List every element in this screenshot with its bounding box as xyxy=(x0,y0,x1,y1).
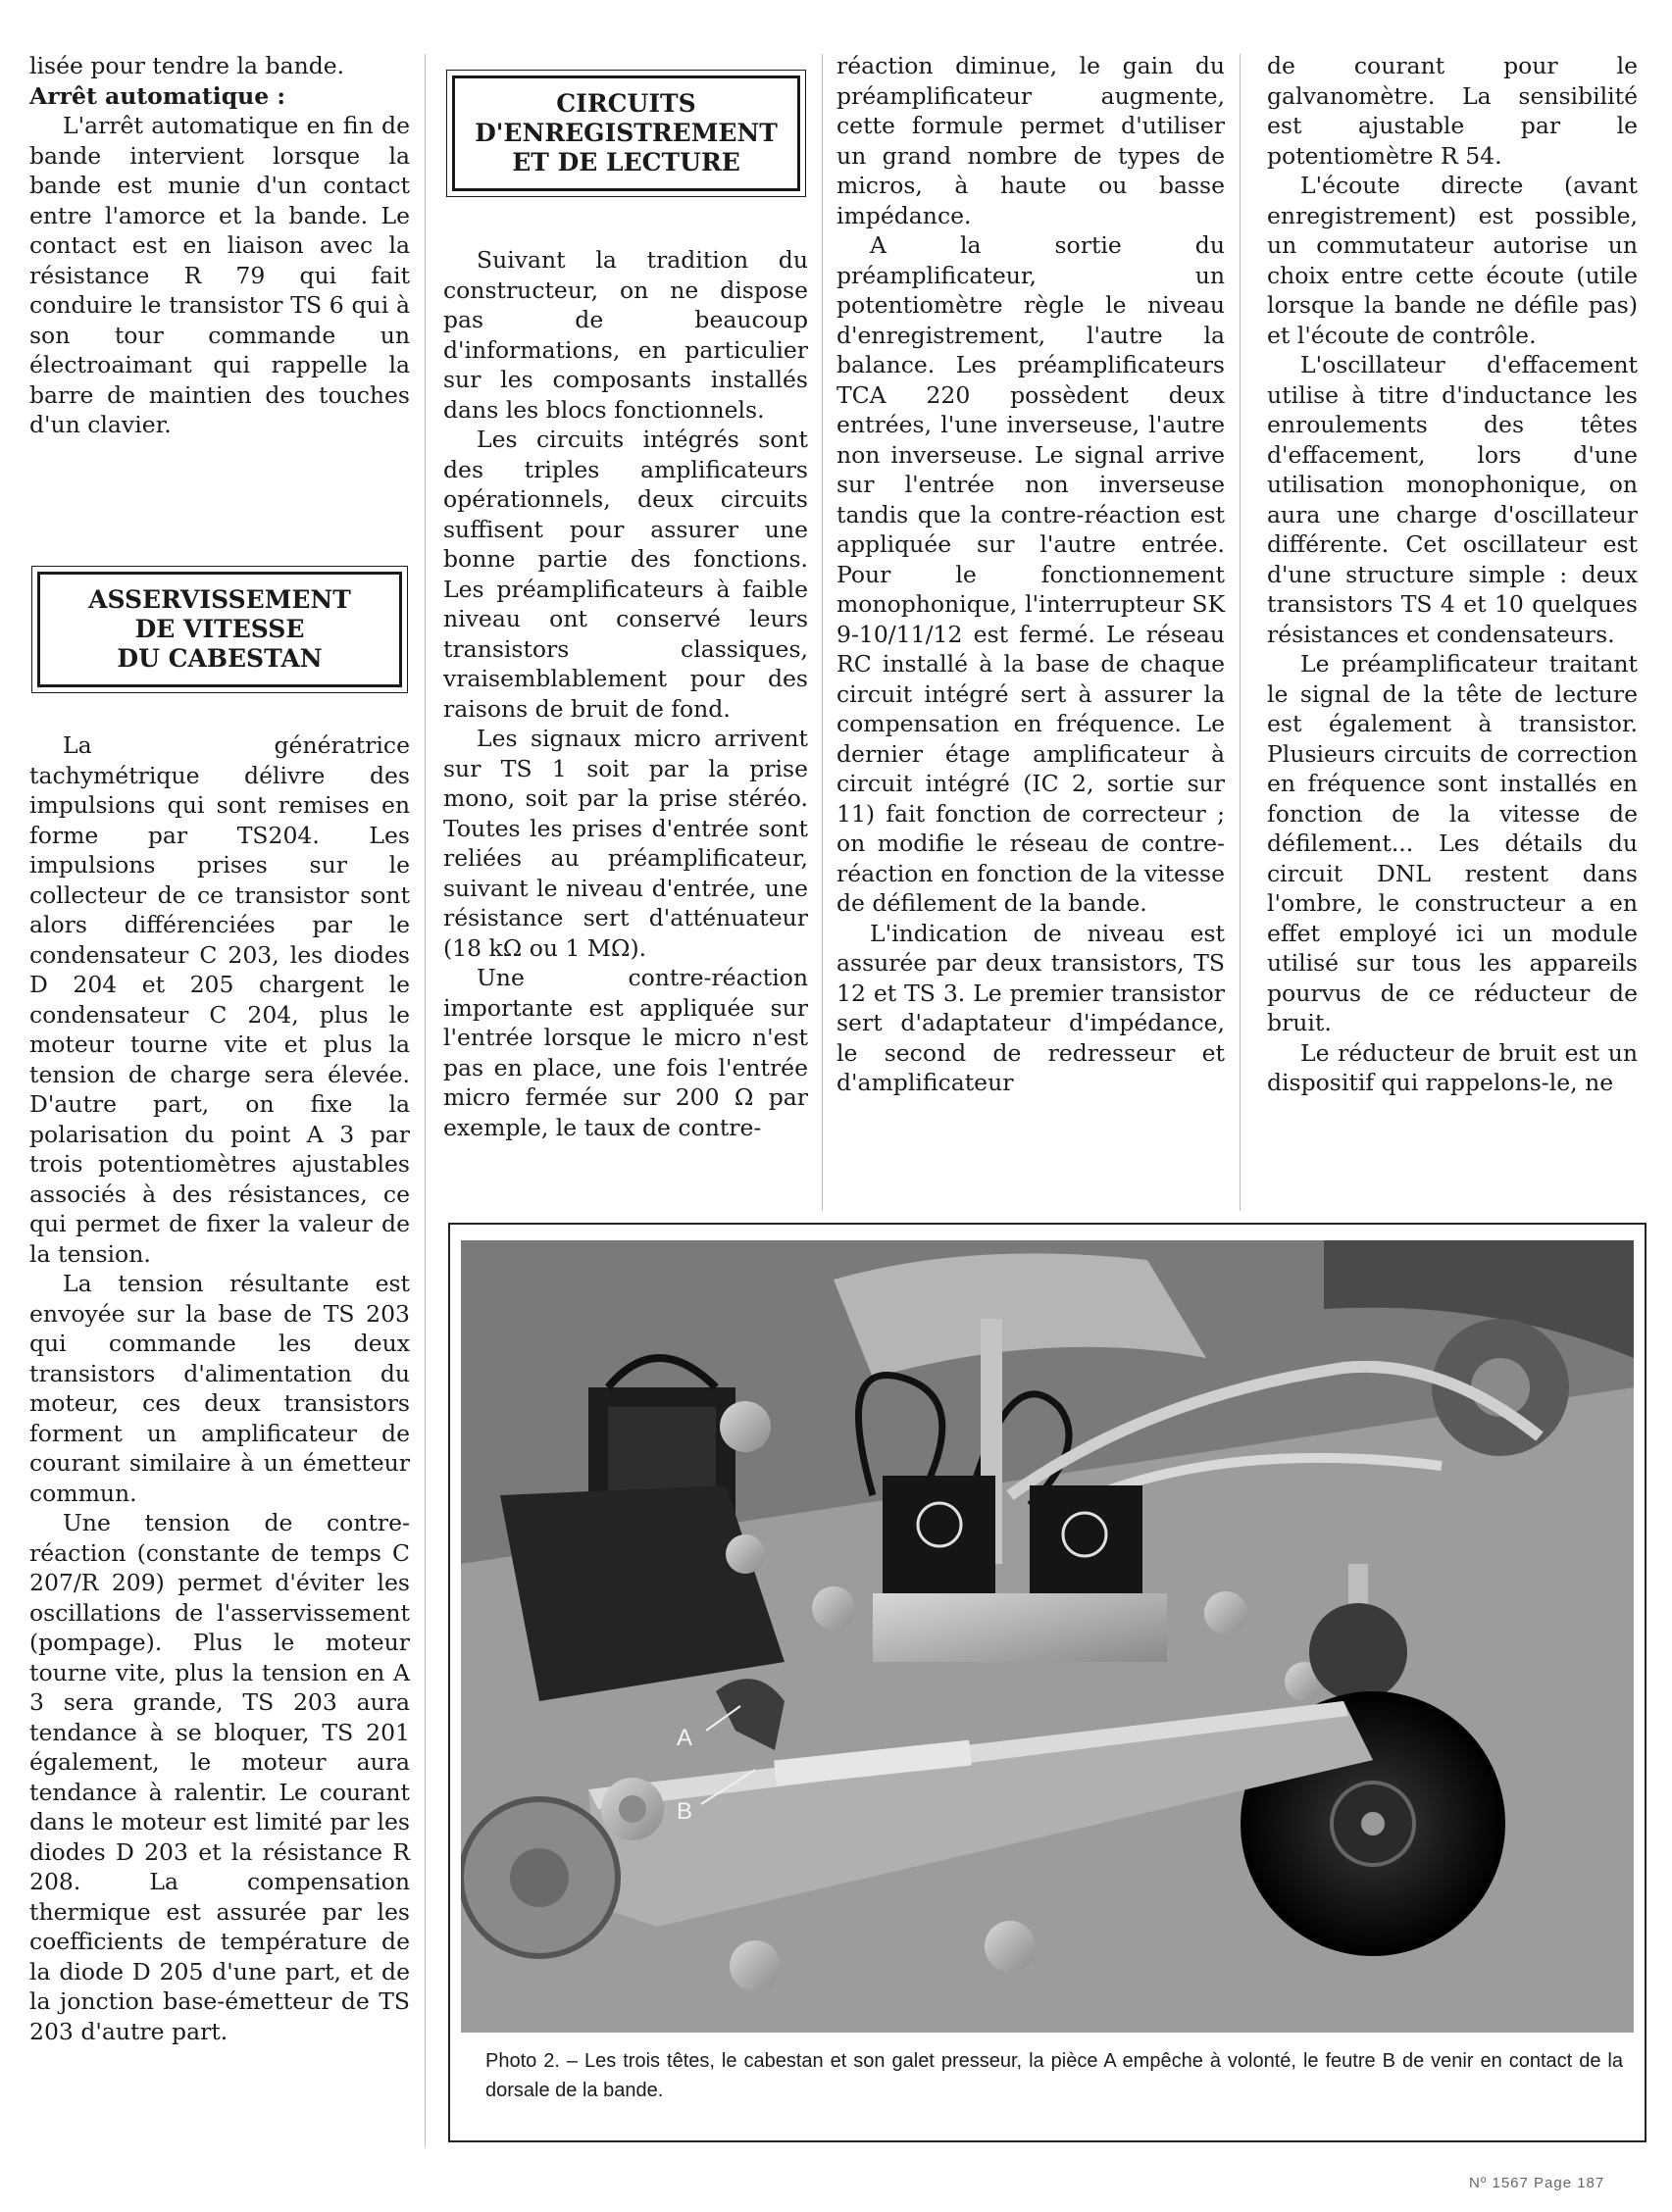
paragraph: de courant pour le galvanomètre. La sensibilité est ajustable par le potentiomètre R 54. xyxy=(1267,52,1638,170)
column-1-continued xyxy=(29,730,410,2046)
column-4 xyxy=(1267,51,1638,1098)
photo-illustration xyxy=(461,1240,1634,2033)
paragraph: L'écoute directe (avant enregistrement) est possible, un commutateur autorise un choix entre cette écoute (utile lorsque la bande ne défile pas) et l'écoute de contrôle. xyxy=(1267,172,1638,349)
photo-caption: Photo 2. – Les trois têtes, le cabestan et son galet presseur, la pièce A empêche à volonté, le feutre B de venir en contact de la dorsale de la bande. xyxy=(485,2050,1623,2101)
column-1 xyxy=(29,51,410,440)
box-line: D'ENREGISTREMENT xyxy=(475,119,778,147)
column-rule xyxy=(822,54,823,1211)
paragraph: Suivant la tradition du constructeur, on ne dispose pas de beaucoup d'informations, en particulier sur les composants installés dans les blocs fonctionnels. xyxy=(443,246,808,424)
paragraph: Les circuits intégrés sont des triples amplificateurs opérationnels, deux circuits suffisent pour assurer une bonne partie des fonctions. Les préamplificateurs à faible niveau ont conservé leurs transistors classiques, vraisemblablement pour des raisons de bruit de fond. xyxy=(443,426,808,723)
section-box-circuits xyxy=(452,75,800,191)
paragraph: L'oscillateur d'effacement utilise à titre d'inductance les enroulements des têtes d'effacement, lors d'une utilisation monophonique, on aura une charge d'oscillateur différente. Cet oscillateur est d'une structure simple : deux transistors TS 4 et 10 quelques résistances et condensateurs. xyxy=(1267,351,1638,648)
paragraph: L'indication de niveau est assurée par deux transistors, TS 12 et TS 3. Le premier transistor sert d'adaptateur d'impédance, le second de redresseur et d'amplificateur xyxy=(836,919,1225,1096)
photo-label-a: A xyxy=(677,1725,693,1751)
paragraph: lisée pour tendre la bande. xyxy=(29,52,345,79)
column-rule xyxy=(425,54,426,2147)
photo-label-b: B xyxy=(677,1798,693,1825)
column-3 xyxy=(836,51,1225,1098)
box-line: CIRCUITS xyxy=(556,89,696,118)
box-line: ASSERVISSEMENT xyxy=(88,585,351,614)
paragraph: Le réducteur de bruit est un dispositif qui rappelons-le, ne xyxy=(1267,1038,1638,1096)
column-2 xyxy=(443,245,808,1142)
paragraph: La génératrice tachymétrique délivre des impulsions qui sont remises en forme par TS204. Les impulsions prises sur le collecteur de ce transistor sont alors différenciées par le condensateur C 203, les diodes D 204 et 205 chargent le condensateur C 204, plus le moteur tourne vite et plus la tension de charge sera élevée. D'autre part, on fixe la polarisation du point A 3 par trois potentiomètres ajustables associés à des résistances, ce qui permet de fixer la valeur de la tension. xyxy=(29,731,410,1268)
section-heading: Arrêt automatique : xyxy=(29,81,286,110)
paragraph: La tension résultante est envoyée sur la base de TS 203 qui commande les deux transistors d'alimentation du moteur, ces deux transistors forment un amplificateur de courant similaire à un émetteur commun. xyxy=(29,1270,410,1507)
paragraph: Une contre-réaction importante est appliquée sur l'entrée lorsque le micro n'est pas en place, une fois l'entrée micro fermée sur 200 Ω par exemple, le taux de contre- xyxy=(443,964,808,1141)
box-line: DE VITESSE xyxy=(134,615,305,643)
paragraph: Une tension de contre-réaction (constante de temps C 207/R 209) permet d'éviter les oscillations de l'asservissement (pompage). Plus le moteur tourne vite, plus la tension en A 3 sera grande, TS 203 aura tendance à se bloquer, TS 201 également, le moteur aura tendance à ralentir. Le courant dans le moteur est limité par les diodes D 203 et la résistance R 208. La compensation thermique est assurée par les coefficients de température de la diode D 205 d'une part, et de la jonction base-émetteur de TS 203 d'autre part. xyxy=(29,1509,410,2045)
page-footer: Nº 1567 Page 187 xyxy=(1469,2175,1605,2191)
paragraph: A la sortie du préamplificateur, un potentiomètre règle le niveau d'enregistrement, l'autre la balance. Les préamplificateurs TCA 220 possèdent deux entrées, l'une inverseuse, l'autre non inverseuse. Le signal arrive sur l'entrée non inverseuse tandis que la contre-réaction est appliquée sur l'autre entrée. Pour le fonctionnement monophonique, l'interrupteur SK 9-10/11/12 est fermé. Le réseau RC installé à la base de chaque circuit intégré sert à assurer la compensation en fréquence. Le dernier étage amplificateur à circuit intégré (IC 2, sortie sur 11) fait fonction de correcteur ; on modifie le réseau de contre-réaction en fonction de la vitesse de défilement de la bande. xyxy=(836,231,1225,917)
box-line: DU CABESTAN xyxy=(117,644,323,673)
paragraph: L'arrêt automatique en fin de bande intervient lorsque la bande est munie d'un contact entre l'amorce et la bande. Le contact est en liaison avec la résistance R 79 qui fait conduire le transistor TS 6 qui à son tour commande un électroaimant qui rappelle la barre de maintien des touches d'un clavier. xyxy=(29,112,410,438)
column-rule xyxy=(1240,54,1241,1211)
paragraph: Les signaux micro arrivent sur TS 1 soit par la prise mono, soit par la prise stéréo. Toutes les prises d'entrée sont reliées au préamplificateur, suivant le niveau d'entrée, une résistance sert d'atténuateur (18 kΩ ou 1 MΩ). xyxy=(443,725,808,962)
paragraph: réaction diminue, le gain du préamplificateur augmente, cette formule permet d'utiliser un grand nombre de types de micros, à haute ou basse impédance. xyxy=(836,52,1225,229)
paragraph: Le préamplificateur traitant le signal de la tête de lecture est également à transistor. Plusieurs circuits de correction en fréquence sont installés en fonction de la vitesse de défilement... Les détails du circuit DNL restent dans l'ombre, le constructeur a en effet employé ici un module utilisé sur tous les appareils pourvus de ce réducteur de bruit. xyxy=(1267,650,1638,1036)
photo-tape-heads xyxy=(461,1240,1634,2033)
box-line: ET DE LECTURE xyxy=(512,148,740,176)
photo-frame xyxy=(448,1223,1647,2142)
section-box-asservissement xyxy=(37,572,402,687)
